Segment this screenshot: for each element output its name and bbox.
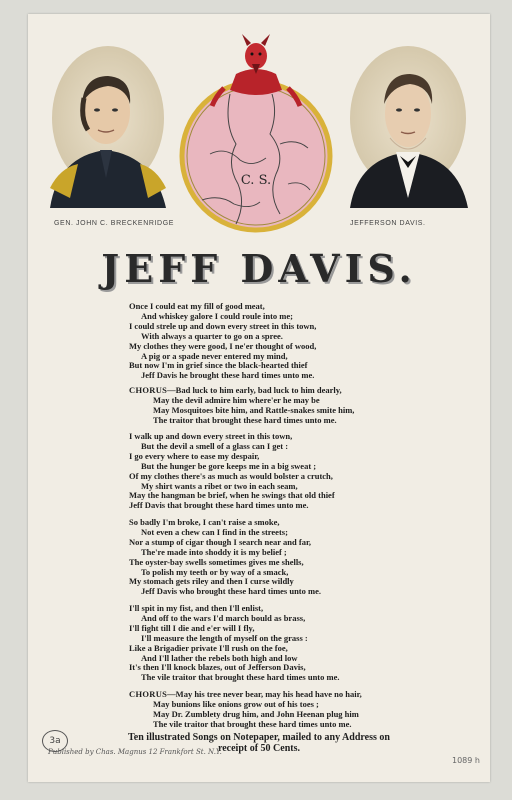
verse-line: Nor a stump of cigar though I search near and far, — [129, 536, 312, 547]
verse-line: With always a quarter to go on a spree. — [141, 330, 283, 341]
song-sheet — [28, 14, 490, 782]
verse-line: My stomach gets riley and then I curse wildly — [129, 576, 294, 587]
verse-line: Jeff Davis he brought these hard times unto me. — [141, 370, 315, 381]
chorus-1 — [129, 386, 489, 426]
footer-line: receipt of 50 Cents. — [217, 743, 301, 754]
verse-line: Of my clothes there's as much as would bolster a crutch, — [129, 470, 333, 481]
verse-line: I'll fight till I die and e'er will I fly, — [129, 622, 255, 633]
verse-line: —Bad luck to him early, bad luck to him dearly, — [167, 385, 342, 395]
verse-line: Once I could eat my fill of good meat, — [129, 301, 265, 311]
verse-line: I walk up and down every street in this town, — [129, 431, 293, 441]
stanza-2 — [129, 432, 489, 511]
map-label: C. S. — [240, 173, 272, 188]
verse-line: But the devil a smell of a glass can I get : — [141, 440, 289, 451]
stanza-4 — [129, 604, 489, 683]
verse-line: The oyster-bay swells sometimes gives me shells, — [129, 556, 304, 567]
verse-line: A pig or a spade never entered my mind, — [141, 350, 288, 361]
verse-line: —May his tree never bear, may his head have no hair, — [167, 689, 362, 699]
verse-line: It's then I'll knock blazes, out of Jefferson Davis, — [129, 662, 306, 673]
verse-line: May Mosquitoes bite him, and Rattle-snakes smite him, — [153, 404, 355, 415]
verse-line: I go every where to ease my despair, — [129, 450, 260, 461]
footer-line: Ten illustrated Songs on Notepaper, mailed to any Address on — [128, 732, 390, 743]
chorus-label: CHORUS — [129, 385, 168, 395]
jefferson-davis-caption: JEFFERSON DAVIS. — [350, 220, 426, 227]
jefferson-davis-portrait — [340, 38, 472, 218]
verse-line: But the hunger be gore keeps me in a big sweat ; — [141, 460, 317, 471]
verse-line: May bunions like onions grow out of his toes ; — [153, 698, 319, 709]
verse-line: Jeff Davis who brought these hard times unto me. — [141, 586, 321, 597]
verse-line: To polish my teeth or by way of a smack, — [141, 566, 289, 577]
verse-line: Like a Brigadier private I'll rush on the foe, — [129, 642, 288, 653]
verse-line: But now I'm in grief since the black-hearted thief — [129, 360, 308, 371]
verse-line: May the hangman be brief, when he swings that old thief — [129, 490, 335, 501]
verse-line: And I'll lather the rebels both high and low — [141, 652, 298, 663]
breckenridge-caption: GEN. JOHN C. BRECKENRIDGE — [54, 220, 175, 227]
verse-line: I could strele up and down every street in this town, — [129, 320, 317, 331]
verse-line: The traitor that brought these hard times unto me. — [153, 414, 337, 425]
breckenridge-portrait — [40, 38, 170, 218]
verse-line: The vile traitor that brought these hard times unto me. — [141, 672, 340, 683]
verse-line: The vile traitor that brought these hard times unto me. — [153, 718, 352, 729]
verse-line: So badly I'm broke, I can't raise a smoke, — [129, 517, 280, 527]
verse-line: The're made into shoddy it is my belief ; — [141, 546, 287, 557]
verse-line: May Dr. Zumblety drug him, and John Heenan plug him — [153, 708, 359, 719]
stanza-1 — [129, 302, 489, 381]
verse-line: And off to the wars I'd march bould as brass, — [141, 612, 306, 623]
verse-line: Not even a chew can I find in the streets; — [141, 526, 288, 537]
verse-line: My clothes they were good, I ne'er thought of wood, — [129, 340, 317, 351]
verse-line: May the devil admire him where'er he may be — [153, 394, 320, 405]
verse-line: I'll spit in my fist, and then I'll enlist, — [129, 603, 264, 613]
publisher-imprint: Published by Chas. Magnus 12 Frankfort St. N.Y. — [48, 748, 222, 756]
stanza-3 — [129, 518, 489, 597]
map-medallion — [176, 34, 336, 239]
verse-line: My shirt wants a ribet or two in each seam, — [141, 480, 298, 491]
verse-line: I'll measure the length of myself on the grass : — [141, 632, 308, 643]
verse-line: Jeff Davis that brought these hard times unto me. — [129, 500, 309, 511]
verse-line: And whiskey galore I could roule into me; — [141, 310, 293, 321]
song-title: JEFF DAVIS. — [101, 246, 417, 291]
catalog-number: 1089 h — [452, 756, 480, 765]
chorus-label: CHORUS — [129, 689, 168, 699]
chorus-2 — [129, 690, 489, 730]
catalog-note: 3a — [42, 730, 68, 752]
